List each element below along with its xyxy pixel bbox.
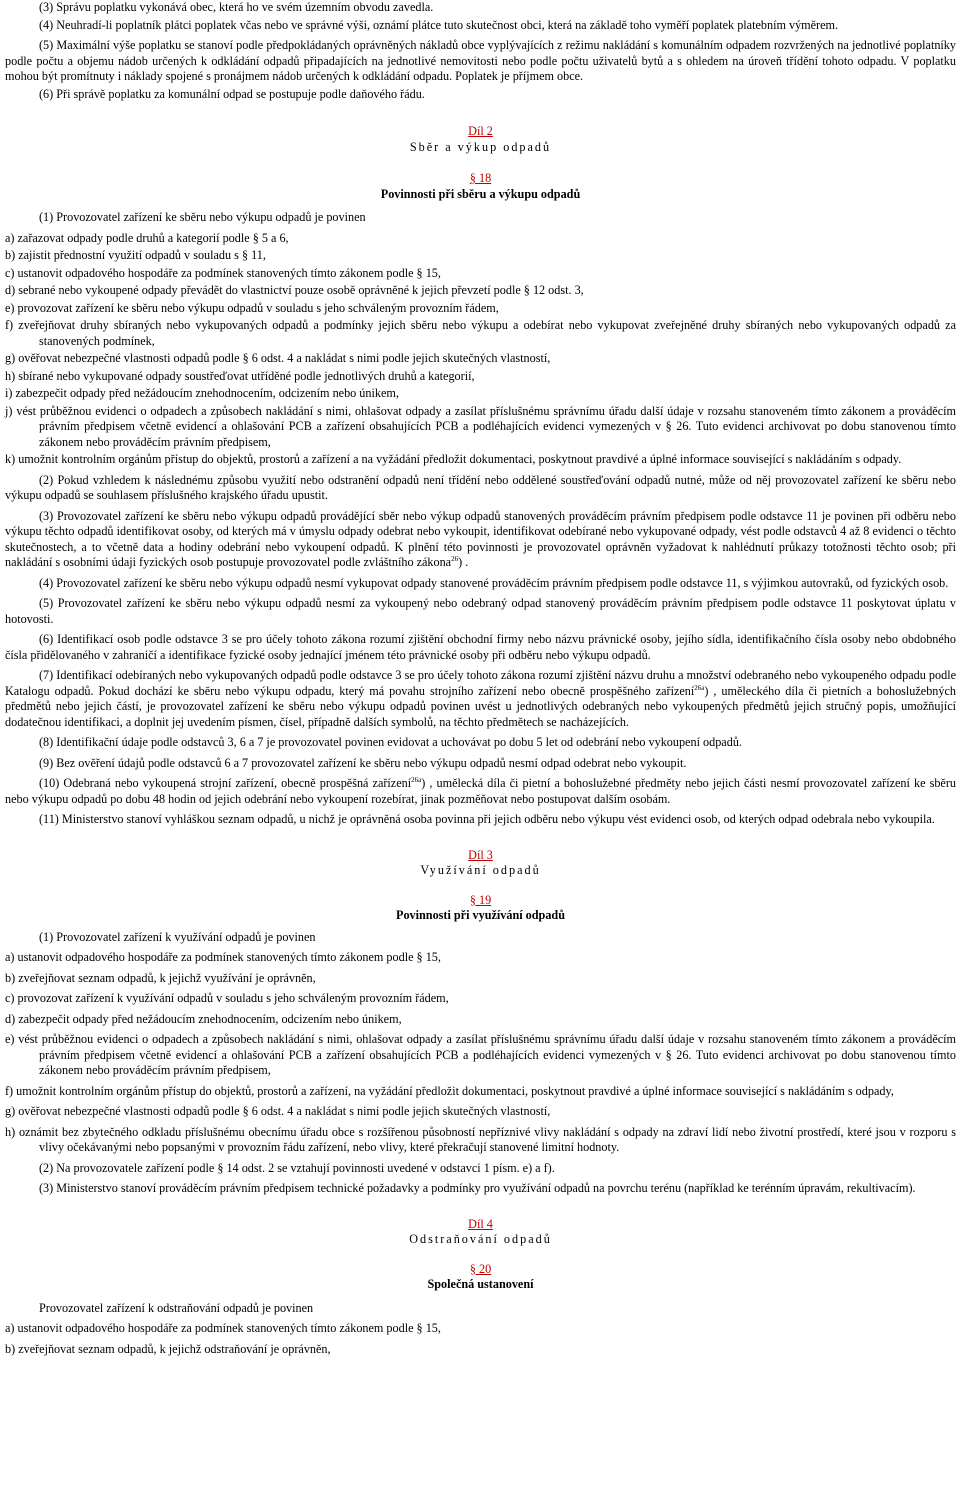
paragraph-3: (3) Správu poplatku vykonává obec, která ho ve svém územním obvodu zavedla. [39, 0, 434, 14]
paragraph-6: (6) Při správě poplatku za komunální odpad se postupuje podle daňového řádu. [39, 86, 425, 101]
section-18-heading [5, 171, 956, 202]
section-20-link[interactable]: § 20 [469, 1261, 492, 1276]
paragraph-5: (5) Maximální výše poplatku se stanoví podle předpokládaných oprávněných nákladů obce vyplývajících z režimu nakládání s komunálním odpadem rozvržených na jednotlivé poplatníky podle počtu a objemu nádob určených k odkládání odpadů připadajících na jednotlivé nemovitosti nebo podle počtu uživatelů bytů a s ohledem na úroveň třídění tohoto odpadu. V poplatku mohou být promítnuty i náklady spojené s pronájmem nádob určených k odkládání odpadu. Poplatek je příjmem obce. [5, 38, 956, 83]
part-3-link[interactable]: Díl 3 [468, 847, 493, 862]
section-18-paragraph-4: (4) Provozovatel zařízení ke sběru nebo výkupu odpadů nesmí vykupovat odpady stanovené prováděcím právním předpisem podle odstavce 11, s výjimkou autovraků, od fyzických osob. [39, 575, 949, 590]
section-20-heading [5, 1262, 956, 1293]
part-4-link[interactable]: Díl 4 [468, 1216, 493, 1231]
list-item: d) sebrané nebo vykoupené odpady převádět do vlastnictví pouze osobě oprávněné k jejich převzetí podle § 12 odst. 3, [5, 283, 584, 297]
section-19-paragraph-2: (2) Na provozovatele zařízení podle § 14 odst. 2 se vztahují povinnosti uvedené v odstavci 1 písm. e) a f). [39, 1160, 555, 1175]
part-4-heading [5, 1217, 956, 1248]
list-item: g) ověřovat nebezpečné vlastnosti odpadů podle § 6 odst. 4 a nakládat s nimi podle jejich skutečných vlastností, [5, 1104, 551, 1118]
section-19-paragraph-3: (3) Ministerstvo stanoví prováděcím právním předpisem technické požadavky a podmínky pro využívání odpadů na povrchu terénu (například ke terénním úpravám, rekultivacím). [39, 1181, 916, 1195]
section-18-intro: (1) Provozovatel zařízení ke sběru nebo výkupu odpadů je povinen [39, 210, 366, 224]
section-18-paragraph-10: (10) Odebraná nebo vykoupená strojní zařízení, obecně prospěšná zařízení$^{26a}$) , umělecká díla či pietní a bohoslužebné předměty nebo jejich části nesmí provozovatel zařízení ke sběru nebo výkupu odpadů po dobu 48 hodin od jejich odebrání nebo vykoupení rozebírat, jinak pozměňovat nebo postupovat dalším osobám. [5, 775, 956, 806]
section-18-paragraph-3: (3) Provozovatel zařízení ke sběru nebo výkupu odpadů provádějící sběr nebo výkup odpadů stanovených prováděcím právním předpisem podle odstavce 11 je povinen při odběru nebo výkupu těchto odpadů identifikovat osoby, od kterých má v úmyslu odpady odebrat nebo vykoupit, identifikovat odebírané nebo vykupované odpady, vést podle odstavců 4 až 8 evidenci o těchto skutečnostech, a to včetně data a hodiny odebrání nebo vykoupení odpadů. K plnění této povinnosti je provozovatel oprávněn vyžadovat k nahlédnutí průkazy totožnosti těchto osob; při nakládání s osobními údaji fyzických osob postupuje provozovatel podle zvláštního zákona$^{26}$) . [5, 508, 956, 569]
list-item: g) ověřovat nebezpečné vlastnosti odpadů podle § 6 odst. 4 a nakládat s nimi podle jejich skutečných vlastností, [5, 351, 551, 365]
list-item: b) zveřejňovat seznam odpadů, k jejichž odstraňování je oprávněn, [5, 1341, 331, 1356]
list-item: d) zabezpečit odpady před nežádoucím znehodnocením, odcizením nebo únikem, [5, 1011, 402, 1026]
footnote-ref[interactable]: 26a [411, 775, 422, 784]
part-3-heading [5, 848, 956, 879]
list-item: b) zajistit přednostní využití odpadů v souladu s § 11, [5, 248, 266, 262]
part-2-link[interactable]: Díl 2 [468, 124, 493, 138]
section-20-title: Společná ustanovení [427, 1277, 534, 1291]
section-18-link[interactable]: § 18 [469, 171, 492, 185]
list-item: j) vést průběžnou evidenci o odpadech a způsobech nakládání s nimi, ohlašovat odpady a zasílat příslušnému správnímu úřadu další údaje v rozsahu stanoveném tímto zákonem a prováděcím právním předpisem včetně evidencí a ohlašování PCB a zařízení obsahujících PCB a podléhajících evidenci vymezených v § 26. Tuto evidenci archivovat po dobu stanovenou tímto zákonem nebo prováděcím právním předpisem, [5, 403, 956, 449]
list-item: e) provozovat zařízení ke sběru nebo výkupu odpadů v souladu s jeho schváleným provozním řádem, [5, 300, 499, 315]
section-18-paragraph-2: (2) Pokud vzhledem k následnému způsobu využití nebo odstranění odpadů není třídění nebo oddělené soustřeďování odpadů nutné, může od něj provozovatel zařízení ke sběru nebo výkupu odpadů se souhlasem příslušného krajského úřadu upustit. [5, 472, 956, 502]
list-item: h) sbírané nebo vykupované odpady soustřeďovat utříděné podle jednotlivých druhů a kategorií, [5, 368, 475, 383]
list-item: h) oznámit bez zbytečného odkladu příslušnému obecnímu úřadu obce s rozšířenou působností nepříznivé vlivy nakládání s odpady na zdraví lidí nebo životní prostředí, které jsou v rozporu s vlivy očekávanými nebo popsanými v provozním řádu zařízení, nebo vlivy, které překračují stanovené limitní hodnoty. [5, 1124, 956, 1154]
section-18-paragraph-6: (6) Identifikací osob podle odstavce 3 se pro účely tohoto zákona rozumí zjištění obchodní firmy nebo názvu právnické osoby, jejího sídla, identifikačního čísla osoby nebo obdobného čísla přidělovaného v zahraničí a identifikace fyzické osoby jednající jménem této právnické osoby při odběru nebo výkupu odpadů. [5, 632, 956, 662]
list-item: k) umožnit kontrolním orgánům přístup do objektů, prostorů a zařízení a na vyžádání předložit dokumentaci, poskytnout pravdivé a úplné informace související s nakládáním s odpady. [5, 452, 902, 466]
list-item: b) zveřejňovat seznam odpadů, k jejichž využívání je oprávněn, [5, 970, 316, 985]
footnote-ref[interactable]: 26a [694, 683, 705, 692]
list-item: a) ustanovit odpadového hospodáře za podmínek stanovených tímto zákonem podle § 15, [5, 950, 441, 964]
list-item: a) ustanovit odpadového hospodáře za podmínek stanovených tímto zákonem podle § 15, [5, 1321, 441, 1335]
part-2-heading [5, 124, 956, 155]
list-item: i) zabezpečit odpady před nežádoucím znehodnocením, odcizením nebo únikem, [5, 386, 399, 400]
list-item: e) vést průběžnou evidenci o odpadech a způsobech nakládání s nimi, ohlašovat odpady a zasílat příslušnému správnímu úřadu další údaje v rozsahu stanoveném tímto zákonem a prováděcím právním předpisem včetně evidencí a ohlašování PCB a zařízení obsahujících PCB a podléhajících evidenci vymezených v § 26. Tuto evidenci archivovat po dobu stanovenou tímto zákonem nebo prováděcím právním předpisem, [5, 1032, 956, 1077]
list-item: f) umožnit kontrolním orgánům přístup do objektů, prostorů a zařízení, na vyžádání předložit dokumentaci, poskytnout pravdivé a úplné informace související s nakládáním s odpady, [5, 1083, 894, 1098]
list-item: a) zařazovat odpady podle druhů a kategorií podle § 5 a 6, [5, 230, 289, 245]
part-2-title: Sběr a výkup odpadů [409, 139, 552, 154]
section-18-paragraph-8: (8) Identifikační údaje podle odstavců 3, 6 a 7 je provozovatel povinen evidovat a uchovávat po dobu 5 let od odebrání nebo vykoupení odpadů. [39, 735, 742, 749]
section-20-intro: Provozovatel zařízení k odstraňování odpadů je povinen [39, 1300, 314, 1315]
list-item: c) ustanovit odpadového hospodáře za podmínek stanovených tímto zákonem podle § 15, [5, 265, 441, 280]
section-18-paragraph-5: (5) Provozovatel zařízení ke sběru nebo výkupu odpadů nesmí za vykoupený nebo odebraný odpad stanovený prováděcím právním předpisem podle odstavce 11 poskytovat úplatu v hotovosti. [5, 596, 956, 626]
part-3-title: Využívání odpadů [420, 863, 541, 877]
section-19-title: Povinnosti při využívání odpadů [396, 908, 565, 922]
section-18-paragraph-11: (11) Ministerstvo stanoví vyhláškou seznam odpadů, u nichž je oprávněná osoba povinna při jejich odběru nebo výkupu vést evidenci osob, od kterých odpad odebrala nebo vykoupila. [39, 812, 935, 826]
footnote-ref[interactable]: 26 [451, 554, 459, 563]
section-19-intro: (1) Provozovatel zařízení k využívání odpadů je povinen [39, 929, 316, 944]
section-18-paragraph-7: (7) Identifikací odebíraných nebo vykupovaných odpadů podle odstavce 3 se pro účely tohoto zákona rozumí zjištění názvu druhu a množství odebraného nebo vykoupeného odpadu podle Katalogu odpadů. Pokud dochází ke sběru nebo výkupu odpadu, který má povahu strojního zařízení nebo obecně prospěšného zařízení$^{26a}$) , uměleckého díla či pietních a bohoslužebných předmětů nebo jejich částí, je provozovatel zařízení ke sběru nebo výkupu odpadů povinen uvést u jednotlivých odebraných nebo vykoupených předmětů jejich stručný popis, umožňující dodatečnou identifikaci, a doplnit jej uvedením písmen, čísel, případně dalších symbolů, na těchto předmětech se nacházejících. [5, 668, 956, 729]
list-item: f) zveřejňovat druhy sbíraných nebo vykupovaných odpadů a podmínky jejich sběru nebo výkupu a odebírat nebo vykupovat zveřejněné druhy sbíraných nebo vykupovaných odpadů za stanovených podmínek, [5, 318, 956, 348]
section-19-heading [5, 893, 956, 924]
section-18-title: Povinnosti při sběru a výkupu odpadů [380, 186, 581, 201]
section-19-link[interactable]: § 19 [469, 892, 492, 907]
section-18-paragraph-9: (9) Bez ověření údajů podle odstavců 6 a 7 provozovatel zařízení ke sběru nebo výkupu odpadů nesmí odpad odebrat nebo vykoupit. [39, 755, 687, 770]
part-4-title: Odstraňování odpadů [409, 1232, 552, 1246]
list-item: c) provozovat zařízení k využívání odpadů v souladu s jeho schváleným provozním řádem, [5, 991, 449, 1005]
paragraph-4: (4) Neuhradí-li poplatník plátci poplatek včas nebo ve správné výši, oznámí plátce tuto skutečnost obci, která na základě toho vyměří poplatek platebním výměrem. [39, 17, 839, 32]
